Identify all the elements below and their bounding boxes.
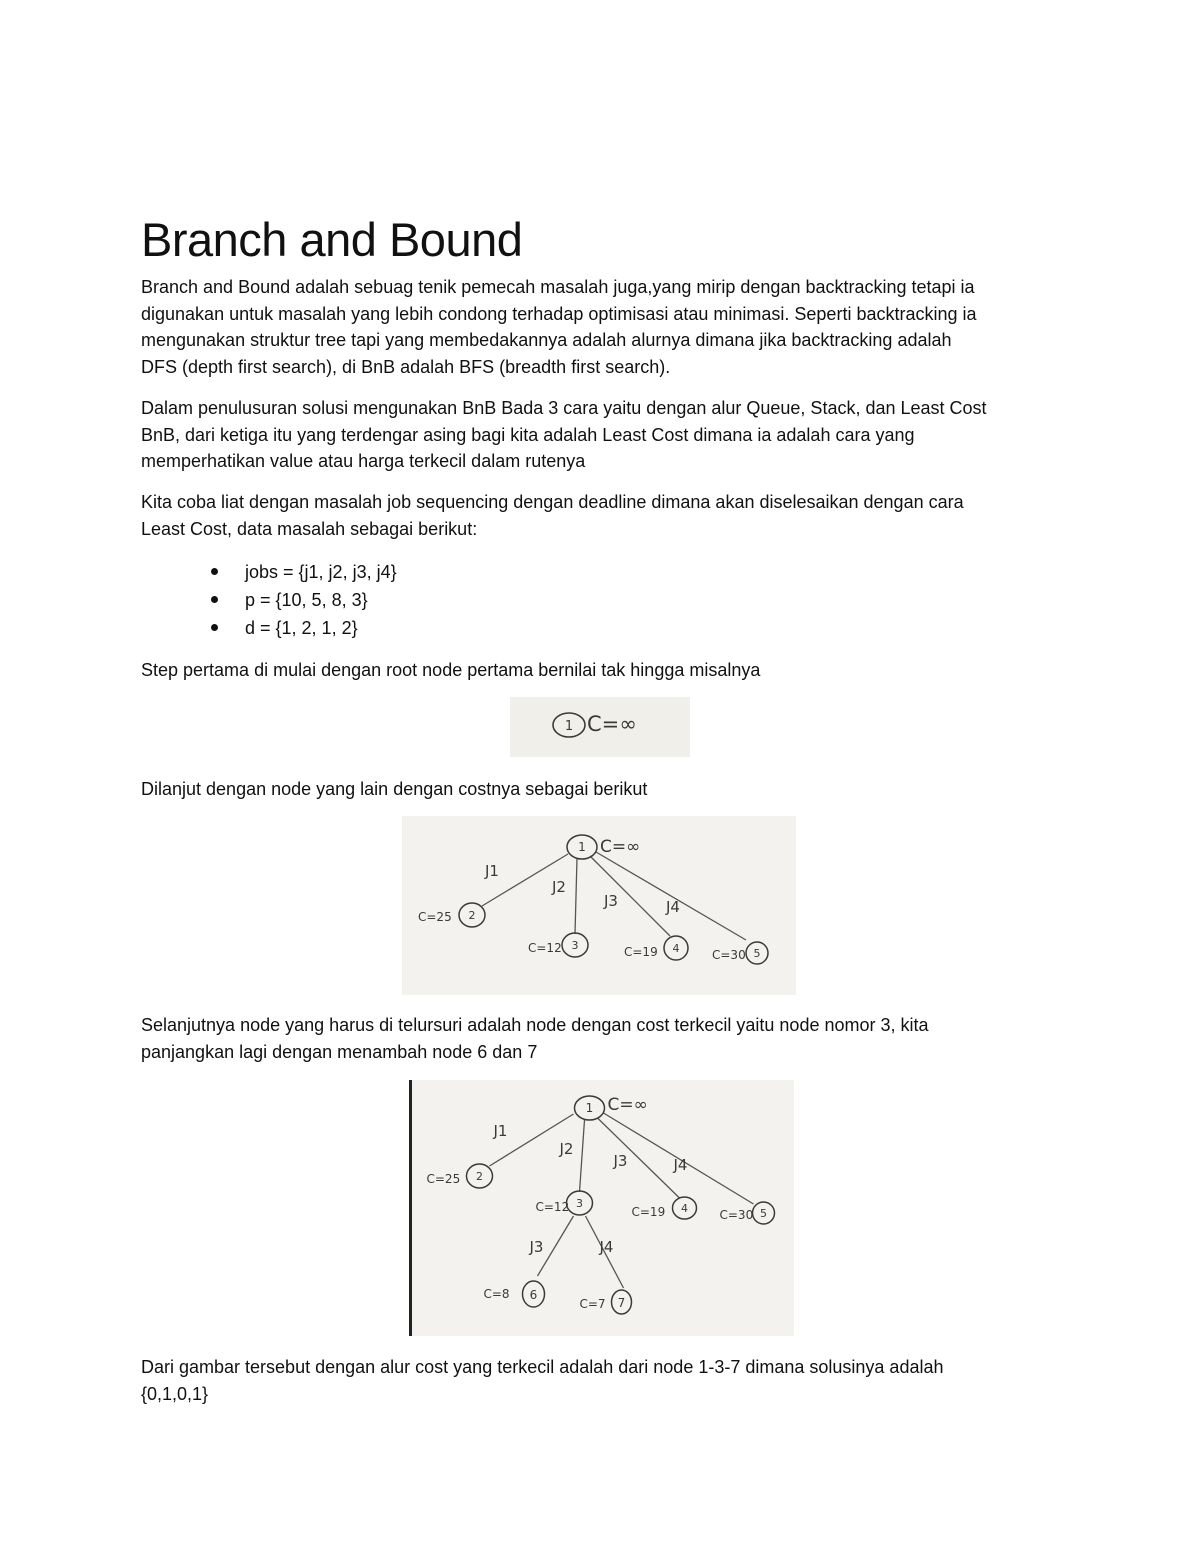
- list-item-text: p = {10, 5, 8, 3}: [245, 590, 368, 610]
- problem-data-list: [200, 558, 397, 642]
- text-line: Dilanjut dengan node yang lain dengan costnya sebagai berikut: [141, 779, 648, 799]
- tree-node-label: 4: [672, 942, 680, 955]
- tree-node-cost: C=19: [631, 1205, 666, 1219]
- paragraph-conclusion: [141, 1354, 1061, 1407]
- tree-edge-label: J1: [493, 1122, 508, 1140]
- bullet-icon: [211, 568, 218, 575]
- paragraph-problem: [141, 489, 1061, 542]
- tree-node-label: 1: [578, 840, 586, 854]
- paragraph-methods: [141, 395, 1061, 475]
- list-item-text: d = {1, 2, 1, 2}: [245, 618, 358, 638]
- bullet-icon: [211, 596, 218, 603]
- paragraph-intro: [141, 274, 1061, 380]
- tree-node-label: 1: [564, 719, 574, 734]
- list-item: [200, 586, 397, 614]
- tree-edge: [575, 858, 577, 934]
- text-line: panjangkan lagi dengan menambah node 6 dan 7: [141, 1041, 538, 1062]
- tree-edge-label: J4: [666, 898, 680, 916]
- tree-node-cost: C=25: [418, 910, 452, 924]
- tree-edge: [590, 856, 670, 936]
- tree-edge-label: J4: [599, 1238, 614, 1256]
- tree-node-cost: C=7: [579, 1297, 606, 1311]
- tree-node-label: 3: [571, 939, 579, 952]
- tree-edge: [580, 1120, 585, 1192]
- tree-node-label: 5: [760, 1207, 767, 1220]
- list-item: [200, 614, 397, 642]
- figure-second-expansion: [409, 1080, 794, 1336]
- text-line: Dalam penulusuran solusi mengunakan BnB Bada 3 cara yaitu dengan alur Queue, Stack, dan Least Cost: [141, 398, 987, 418]
- tree-edge-label: J3: [613, 1152, 628, 1170]
- tree-edge: [598, 1118, 680, 1198]
- text-line: BnB, dari ketiga itu yang terdengar asing bagi kita adalah Least Cost dimana ia adalah cara yang: [141, 424, 915, 445]
- tree-node-label: 2: [468, 909, 476, 922]
- tree-node-cost: C=8: [483, 1287, 510, 1301]
- paragraph-step-one: [141, 657, 1061, 684]
- bullet-icon: [211, 624, 218, 631]
- figure-second-expansion-drawing: [412, 1080, 794, 1336]
- text-line: memperhatikan value atau harga terkecil dalam rutenya: [141, 451, 586, 471]
- text-line: DFS (depth first search), di BnB adalah BFS (breadth first search).: [141, 356, 671, 377]
- tree-node-label: 5: [753, 947, 761, 960]
- tree-node-cost: C=∞: [600, 837, 641, 857]
- paragraph-next-step: [141, 1012, 1061, 1065]
- figure-root-node: [510, 697, 690, 757]
- tree-node-label: 6: [529, 1288, 538, 1302]
- tree-node-cost: C=∞: [607, 1095, 648, 1115]
- tree-node-label: 3: [576, 1197, 583, 1210]
- tree-node-cost: C=19: [624, 945, 658, 959]
- page-title: Branch and Bound: [141, 213, 523, 266]
- tree-edge-label: J4: [673, 1156, 688, 1174]
- tree-edge-label: J2: [559, 1140, 574, 1158]
- text-line: mengunakan struktur tree tapi yang membedakannya adalah alurnya dimana jika backtracking adalah: [141, 330, 952, 350]
- tree-node-cost: C=25: [426, 1172, 461, 1186]
- tree-edge-label: J3: [529, 1238, 544, 1256]
- tree-node-cost: C=30: [712, 948, 746, 962]
- text-line: Selanjutnya node yang harus di telursuri adalah node dengan cost terkecil yaitu node nomor 3, kita: [141, 1015, 929, 1035]
- tree-edge-label: J1: [485, 862, 499, 880]
- text-line: Least Cost, data masalah sebagai berikut:: [141, 518, 478, 539]
- tree-node-label: 4: [681, 1202, 688, 1215]
- text-line: Branch and Bound adalah sebuag tenik pemecah masalah juga,yang mirip dengan backtracking tetapi ia: [141, 277, 975, 297]
- tree-edge-label: J2: [552, 878, 566, 896]
- list-item-text: jobs = {j1, j2, j3, j4}: [245, 562, 397, 582]
- tree-node-cost: C=∞: [587, 712, 637, 736]
- tree-node-cost: C=30: [719, 1208, 754, 1222]
- text-line: Dari gambar tersebut dengan alur cost yang terkecil adalah dari node 1-3-7 dimana solusinya adalah: [141, 1357, 944, 1377]
- figure-root-node-drawing: [510, 697, 690, 757]
- text-line: digunakan untuk masalah yang lebih condong terhadap optimisasi atau minimasi. Seperti backtracking ia: [141, 303, 977, 324]
- list-item: [200, 558, 397, 586]
- text-line: Step pertama di mulai dengan root node pertama bernilai tak hingga misalnya: [141, 660, 761, 680]
- tree-node-label: 1: [585, 1101, 594, 1115]
- figure-first-expansion-drawing: [402, 816, 796, 995]
- tree-node-cost: C=12: [528, 941, 562, 955]
- text-line: {0,1,0,1}: [141, 1383, 209, 1404]
- tree-edge-label: J3: [604, 892, 618, 910]
- text-line: Kita coba liat dengan masalah job sequencing dengan deadline dimana akan diselesaikan dengan cara: [141, 492, 964, 512]
- tree-edge: [596, 852, 746, 940]
- figure-first-expansion: [402, 816, 796, 995]
- tree-node-label: 2: [476, 1170, 483, 1183]
- tree-node-label: 7: [617, 1296, 626, 1310]
- tree-node-cost: C=12: [535, 1200, 570, 1214]
- paragraph-expand: [141, 776, 1061, 803]
